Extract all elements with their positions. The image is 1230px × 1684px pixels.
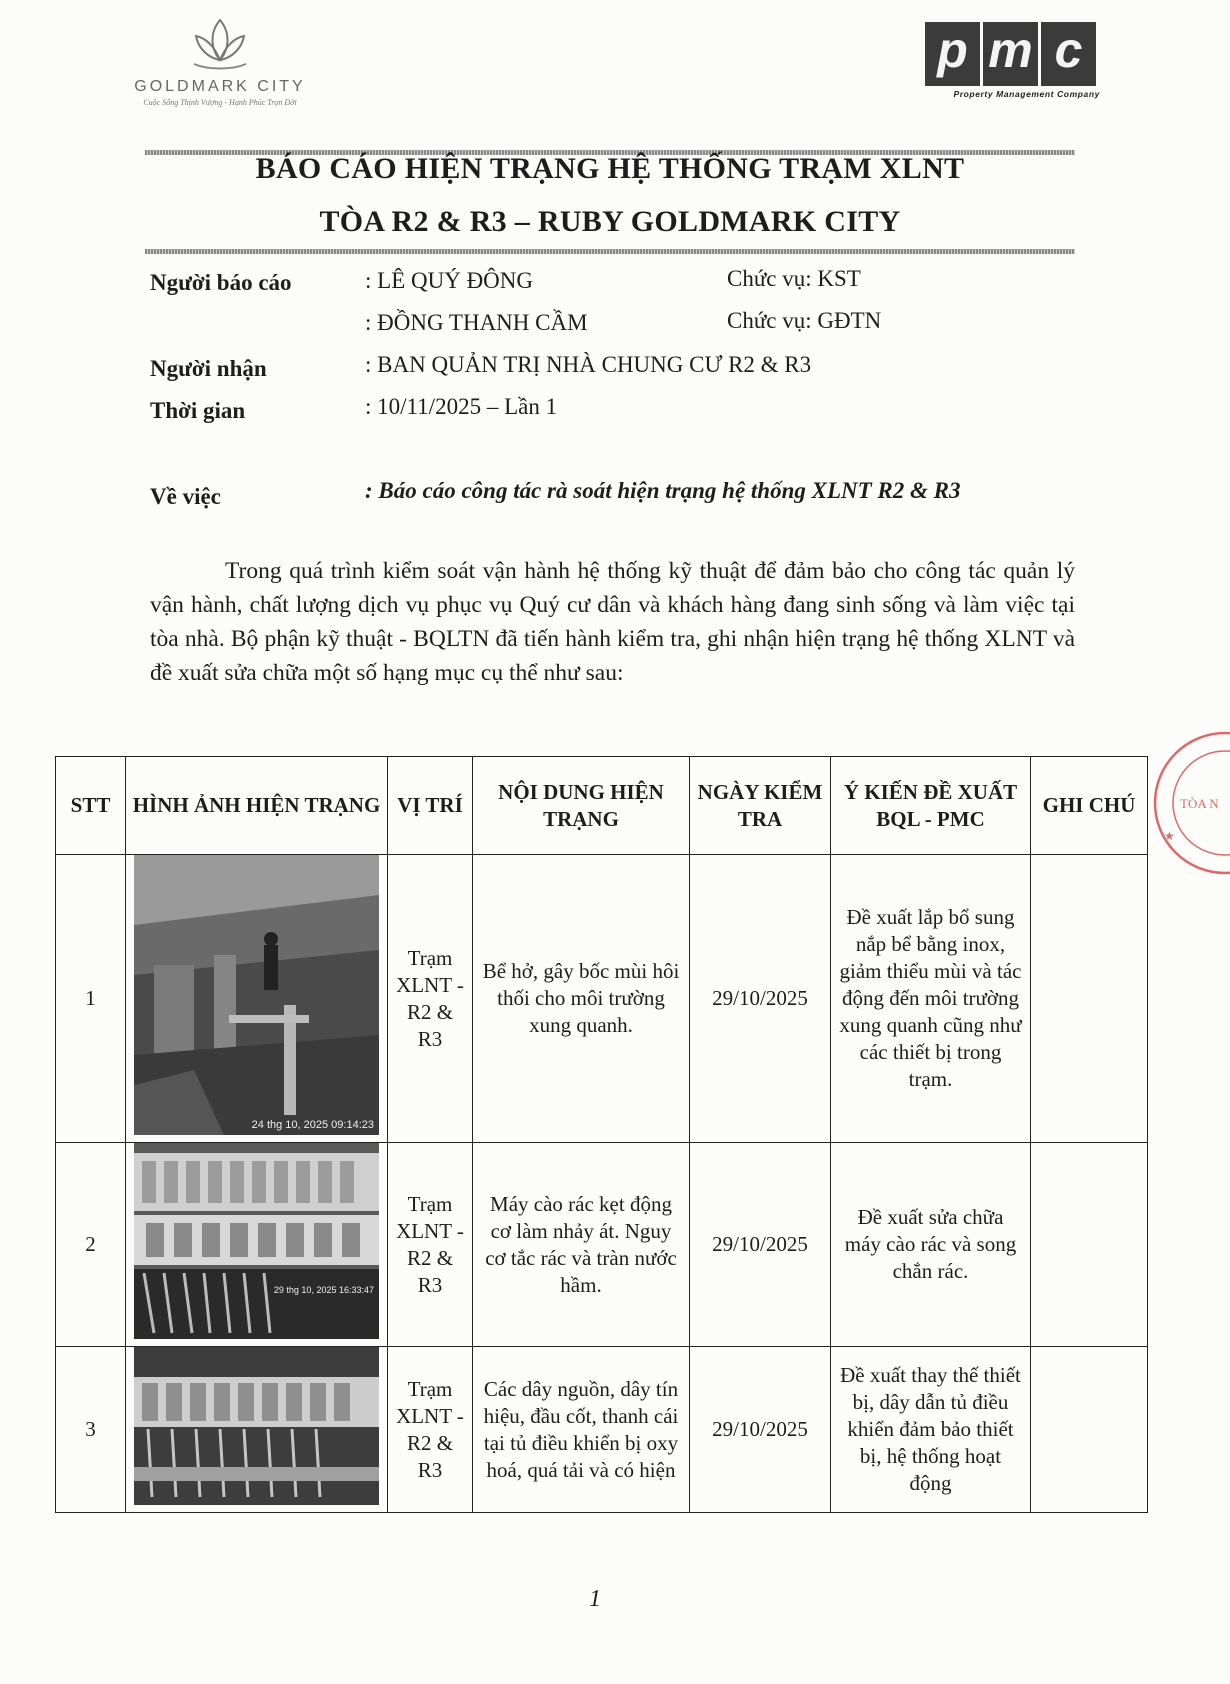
stamp-text: TÒA N [1180,796,1219,811]
reporter-label: Người báo cáo [150,270,292,295]
reporter1-role: Chức vụ: KST [727,266,861,291]
row-note [1031,855,1148,1143]
lotus-icon [180,14,260,74]
header-content: NỘI DUNG HIỆN TRẠNG [473,757,690,855]
table-row [56,855,1148,1143]
row-location: Trạm XLNT -R2 & R3 [388,1347,473,1513]
recipient-label: Người nhận [150,356,267,381]
pmc-letter: c [1041,22,1096,86]
intro-paragraph: Trong quá trình kiểm soát vận hành hệ thống kỹ thuật để đảm bảo cho công tác quản lý vận hành, chất lượng dịch vụ phục vụ Quý cư dân và khách hàng đang sinh sống và làm việc tại tòa nhà. Bộ phận kỹ thuật - BQLTN đã tiến hành kiểm tra, ghi nhận hiện trạng hệ thống XLNT và đề xuất sửa chữa một số hạng mục cụ thể như sau: [150,558,1075,686]
row-date: 29/10/2025 [690,855,831,1143]
photo-timestamp: 29 thg 10, 2025 16:33:47 [273,1285,374,1295]
status-table [55,756,1148,1513]
report-title-line2: TÒA R2 & R3 – RUBY GOLDMARK CITY [319,205,901,238]
subject-label: Về việc [150,484,221,509]
goldmark-name: GOLDMARK CITY [134,78,306,95]
row-note [1031,1347,1148,1513]
row-note [1031,1143,1148,1347]
row-stt: 3 [56,1347,126,1513]
subject-value: : Báo cáo công tác rà soát hiện trạng hệ thống XLNT R2 & R3 [365,478,961,503]
time-value: : 10/11/2025 – Lần 1 [365,394,558,419]
row-photo-cell [126,1143,388,1347]
header-note: GHI CHÚ [1031,757,1148,855]
tank-photo [134,855,379,1135]
goldmark-slogan: Cuộc Sống Thịnh Vượng - Hạnh Phúc Trọn Đời [143,98,297,107]
wiring-photo [134,1347,379,1505]
reporter2-role: Chức vụ: GĐTN [727,308,882,333]
row-location: Trạm XLNT -R2 & R3 [388,1143,473,1347]
row-content: Các dây nguồn, dây tín hiệu, đầu cốt, thanh cái tại tủ điều khiển bị oxy hoá, quá tải và có hiện [473,1347,690,1513]
pmc-letter: p [925,22,980,86]
reporter1-name: : LÊ QUÝ ĐÔNG [365,268,534,293]
header-rule-bottom [145,249,1075,254]
recipient-value: : BAN QUẢN TRỊ NHÀ CHUNG CƯ R2 & R3 [365,352,812,377]
header-stt: STT [56,757,126,855]
row-photo-cell [126,855,388,1143]
panel-photo [134,1143,379,1339]
row-proposal: Đề xuất thay thế thiết bị, dây dẫn tủ điều khiển đảm bảo thiết bị, hệ thống hoạt động [831,1347,1031,1513]
row-stt: 2 [56,1143,126,1347]
header-image: HÌNH ẢNH HIỆN TRẠNG [126,757,388,855]
goldmark-logo [110,14,330,124]
time-label: Thời gian [150,398,246,423]
row-proposal: Đề xuất sửa chữa máy cào rác và song chắn rác. [831,1143,1031,1347]
row-content: Bể hở, gây bốc mùi hôi thối cho môi trường xung quanh. [473,855,690,1143]
table-header-row [56,757,1148,855]
row-proposal: Đề xuất lắp bổ sung nắp bể bằng inox, giảm thiểu mùi và tác động đến môi trường xung quanh cũng như các thiết bị trong trạm. [831,855,1031,1143]
table-row [56,1347,1148,1513]
row-date: 29/10/2025 [690,1347,831,1513]
header-date: NGÀY KIỂM TRA [690,757,831,855]
pmc-tagline: Property Management Company [953,89,1100,99]
reporter2-name: : ĐỒNG THANH CẦM [365,310,588,335]
svg-text:★: ★ [1164,829,1175,843]
page-number: 1 [589,1586,601,1612]
table-row [56,1143,1148,1347]
row-stt: 1 [56,855,126,1143]
row-date: 29/10/2025 [690,1143,831,1347]
row-location: Trạm XLNT -R2 & R3 [388,855,473,1143]
report-title-line1: BÁO CÁO HIỆN TRẠNG HỆ THỐNG TRẠM XLNT [255,152,965,185]
official-stamp [1130,728,1230,878]
header-proposal-line2: BQL - PMC [876,806,985,831]
photo-timestamp: 24 thg 10, 2025 09:14:23 [251,1119,374,1131]
header-location: VỊ TRÍ [388,757,473,855]
header-proposal-line1: Ý KIẾN ĐỀ XUẤT [843,779,1018,804]
header-proposal [831,757,1031,855]
row-content: Máy cào rác kẹt động cơ làm nhảy át. Nguy cơ tắc rác và tràn nước hầm. [473,1143,690,1347]
row-photo-cell [126,1347,388,1513]
pmc-logo [925,22,1100,99]
pmc-letter: m [983,22,1038,86]
